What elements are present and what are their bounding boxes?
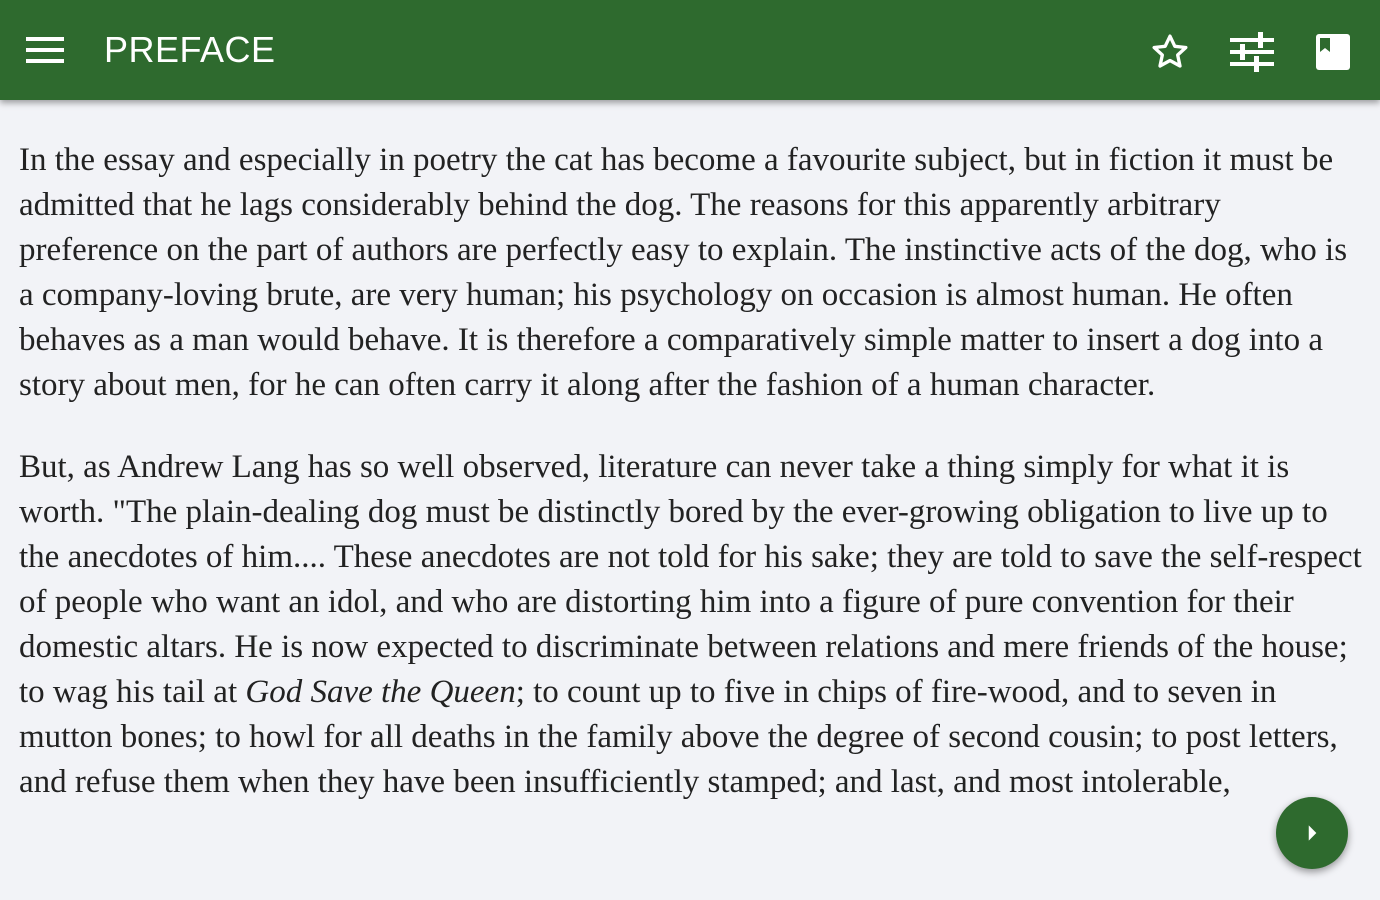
paragraph-1: In the essay and especially in poetry the cat has become a favourite subject, but in fiction it must be admitted that he lags considerably behind the dog. The reasons for this apparently arbitrary preference on the part of authors are perfectly easy to explain. The instinctive acts of the dog, who is a company-loving brute, are very human; his psychology on occasion is almost human. He often behaves as a man would behave. It is therefore a comparatively simple matter to insert a dog into a story about men, for he can often carry it along after the fashion of a human character. xyxy=(19,142,1348,403)
chevron-right-icon xyxy=(1299,820,1325,846)
app-bar xyxy=(0,0,1380,100)
hamburger-menu-icon xyxy=(26,35,64,65)
paragraph-2 xyxy=(19,445,1364,805)
tune-sliders-icon xyxy=(1230,32,1274,72)
next-page-button[interactable] xyxy=(1276,797,1348,869)
menu-button[interactable] xyxy=(16,26,74,74)
star-outline-icon xyxy=(1150,32,1190,72)
page-title: PREFACE xyxy=(104,29,276,70)
paragraph-2-text-a: But, as Andrew Lang has so well observed, literature can never take a thing simply for what it is worth. "The plain-dealing dog must be distinctly bored by the ever-growing obligation to live up to the anecdotes of him.... These anecdotes are not told for his sake; they are told to save the self-respect of people who want an idol, and who are distorting him into a figure of pure convention for their domestic altars. He is now expected to discriminate between relations and mere friends of the house; to wag his tail at xyxy=(19,449,1362,710)
book-icon xyxy=(1313,32,1353,72)
table-of-contents-button[interactable] xyxy=(1305,24,1361,80)
reader-content xyxy=(19,138,1364,842)
song-title: God Save the Queen xyxy=(245,674,516,710)
settings-button[interactable] xyxy=(1224,24,1280,80)
paragraph-2-text-b: ; to count up to five in chips of fire-wood, and to seven in mutton bones; to howl for all deaths in the family above the degree of second cousin; to post letters, and refuse them when they have been insufficiently stamped; and last, and most intolerable, xyxy=(19,674,1338,800)
bookmark-button[interactable] xyxy=(1142,24,1198,80)
